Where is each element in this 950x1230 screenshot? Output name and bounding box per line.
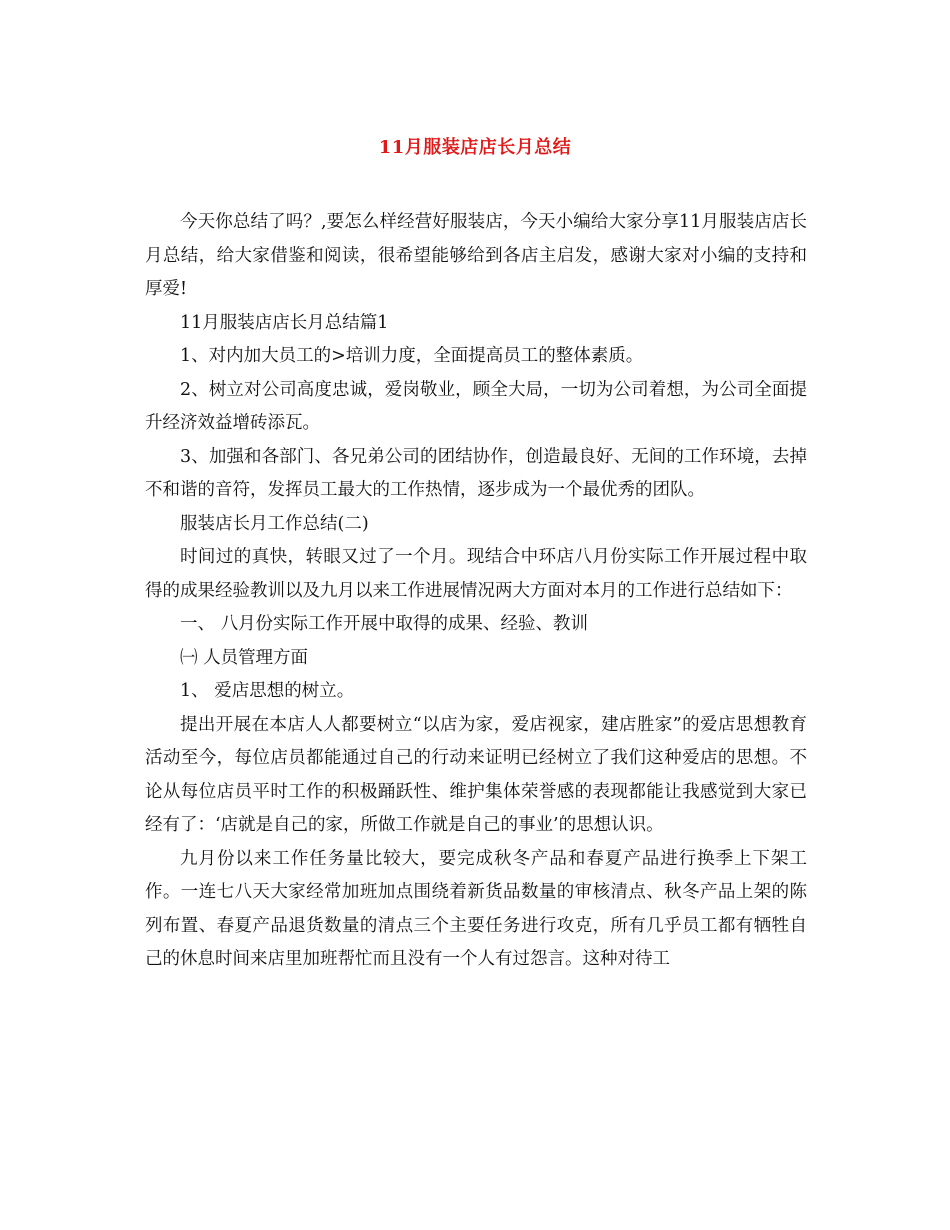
list-item: 1、 爱店思想的树立。 — [180, 681, 355, 701]
subsection-heading: ㈠ 人员管理方面 — [180, 647, 309, 668]
body-paragraph: 提出开展在本店人人都要树立“以店为家，爱店视家，建店胜家”的爱店思想教育活动至今，每位店员都能通过自己的行动来证明已经树立了我们这种爱店的思想。不论从每位店员平时工作的积极踊跃性、维护集体荣誉感的表现都能让我感觉到大家已经有了：‘店就是自己的家，所做工作就是自己的事业’的思想认识。 — [145, 714, 807, 835]
section-heading: 一、 八月份实际工作开展中取得的成果、经验、教训 — [180, 614, 589, 634]
document-title: 11月服装店店长月总结 — [378, 137, 572, 158]
intro-paragraph: 今天你总结了吗？,要怎么样经营好服装店，今天小编给大家分享11月服装店店长月总结，给大家借鉴和阅读，很希望能够给到各店主启发，感谢大家对小编的支持和厚爱! — [145, 212, 807, 299]
body-paragraph: 九月份以来工作任务量比较大，要完成秋冬产品和春夏产品进行换季上下架工作。一连七八天大家经常加班加点围绕着新货品数量的审核清点、秋冬产品上架的陈列布置、春夏产品退货数量的清点三个主要任务进行攻克，所有几乎员工都有牺牲自己的休息时间来店里加班帮忙而且没有一个人有过怨言。这种对待工 — [145, 848, 807, 969]
section-heading: 11月服装店店长月总结篇1 — [180, 312, 389, 333]
document-body — [145, 206, 807, 977]
body-paragraph: 时间过的真快，转眼又过了一个月。现结合中环店八月份实际工作开展过程中取得的成果经验教训以及九月以来工作进展情况两大方面对本月的工作进行总结如下： — [145, 547, 807, 601]
section-heading: 服装店长月工作总结(二) — [180, 513, 369, 534]
list-item: 1、对内加大员工的>培训力度，全面提高员工的整体素质。 — [180, 346, 644, 366]
list-item: 3、加强和各部门、各兄弟公司的团结协作，创造最良好、无间的工作环境，去掉不和谐的音符，发挥员工最大的工作热情，逐步成为一个最优秀的团队。 — [145, 446, 807, 500]
list-item: 2、树立对公司高度忠诚，爱岗敬业，顾全大局，一切为公司着想，为公司全面提升经济效益增砖添瓦。 — [145, 379, 807, 433]
